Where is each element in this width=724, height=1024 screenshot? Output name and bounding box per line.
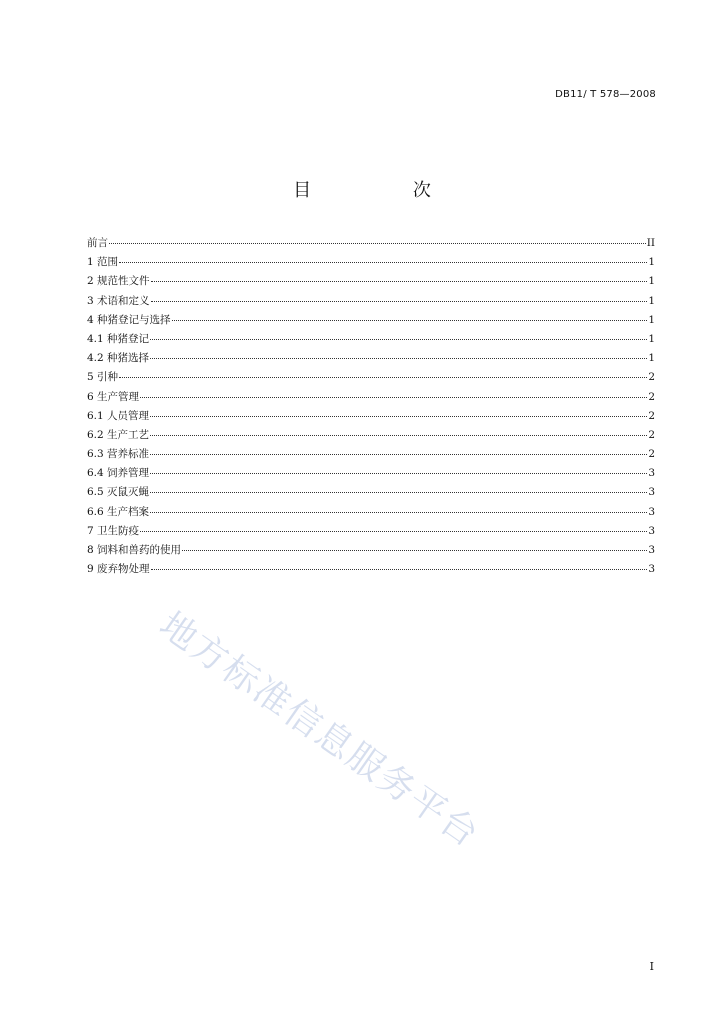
toc-leader-dots xyxy=(140,397,647,398)
toc-entry[interactable] xyxy=(87,523,655,542)
toc-leader-dots xyxy=(150,416,647,417)
toc-entry-label: 7 卫生防疫 xyxy=(87,524,140,537)
toc-leader-dots xyxy=(119,377,647,378)
toc-entry-page: II xyxy=(646,237,655,249)
toc-leader-dots xyxy=(150,435,647,436)
toc-entry-label: 6 生产管理 xyxy=(87,390,140,403)
document-code: DB11/ T 578—2008 xyxy=(555,89,656,100)
toc-entry[interactable] xyxy=(87,369,655,388)
toc-entry-label: 5 引种 xyxy=(87,371,119,384)
toc-entry-page: 3 xyxy=(648,563,655,576)
toc-leader-dots xyxy=(151,301,648,302)
page-title: 目 次 xyxy=(293,180,479,201)
toc-leader-dots xyxy=(119,262,647,263)
toc-entry-page: 1 xyxy=(648,332,655,345)
toc-leader-dots xyxy=(182,550,647,551)
toc-leader-dots xyxy=(172,320,648,321)
toc-entry-page: 1 xyxy=(648,352,655,365)
toc-leader-dots xyxy=(150,492,647,493)
toc-entry[interactable] xyxy=(87,235,655,254)
toc-entry[interactable] xyxy=(87,561,655,580)
toc-entry-label: 4.1 种猪登记 xyxy=(87,332,150,345)
toc-leader-dots xyxy=(109,243,646,244)
toc-leader-dots xyxy=(150,358,647,359)
toc-entry[interactable] xyxy=(87,254,655,273)
toc-entry-label: 前言 xyxy=(87,237,108,249)
toc-entry-page: 2 xyxy=(648,409,655,422)
toc-entry-label: 2 规范性文件 xyxy=(87,275,150,288)
toc-entry-label: 4 种猪登记与选择 xyxy=(87,313,171,326)
toc-entry-label: 6.3 营养标准 xyxy=(87,448,150,461)
toc-leader-dots xyxy=(150,454,647,455)
toc-entry-label: 3 术语和定义 xyxy=(87,294,150,307)
toc-leader-dots xyxy=(151,281,648,282)
toc-leader-dots xyxy=(150,512,647,513)
toc-entry-page: 1 xyxy=(648,275,655,288)
toc-entry-label: 4.2 种猪选择 xyxy=(87,352,150,365)
toc-entry[interactable] xyxy=(87,542,655,561)
toc-entry[interactable] xyxy=(87,504,655,523)
toc-entry-page: 1 xyxy=(648,256,655,269)
toc-leader-dots xyxy=(150,473,647,474)
toc-entry-page: 2 xyxy=(648,390,655,403)
toc-leader-dots xyxy=(140,531,647,532)
toc-entry-label: 6.2 生产工艺 xyxy=(87,428,150,441)
toc-entry-label: 6.5 灭鼠灭蝇 xyxy=(87,486,150,499)
toc-entry-page: 1 xyxy=(648,294,655,307)
toc-entry-label: 8 饲料和兽药的使用 xyxy=(87,544,182,556)
toc-entry-label: 6.4 饲养管理 xyxy=(87,467,150,480)
toc-entry-page: 3 xyxy=(648,544,655,556)
toc-leader-dots xyxy=(150,339,647,340)
toc-entry[interactable] xyxy=(87,389,655,408)
toc-entry[interactable] xyxy=(87,427,655,446)
toc-entry[interactable] xyxy=(87,331,655,350)
table-of-contents xyxy=(87,235,655,580)
toc-entry[interactable] xyxy=(87,293,655,312)
toc-entry[interactable] xyxy=(87,446,655,465)
toc-entry[interactable] xyxy=(87,312,655,331)
toc-entry-page: 2 xyxy=(648,448,655,461)
page-number: I xyxy=(649,960,654,973)
toc-entry[interactable] xyxy=(87,465,655,484)
toc-entry-page: 2 xyxy=(648,371,655,384)
toc-entry-page: 1 xyxy=(648,313,655,326)
toc-entry-page: 3 xyxy=(648,486,655,499)
toc-entry-page: 3 xyxy=(648,505,655,518)
toc-entry-label: 6.6 生产档案 xyxy=(87,505,150,518)
toc-entry[interactable] xyxy=(87,484,655,503)
toc-entry-page: 3 xyxy=(648,524,655,537)
toc-entry[interactable] xyxy=(87,408,655,427)
toc-entry-label: 1 范围 xyxy=(87,256,119,269)
toc-entry[interactable] xyxy=(87,273,655,292)
toc-leader-dots xyxy=(151,569,648,570)
toc-entry-label: 6.1 人员管理 xyxy=(87,409,150,422)
toc-entry-page: 3 xyxy=(648,467,655,480)
toc-entry[interactable] xyxy=(87,350,655,369)
toc-entry-page: 2 xyxy=(648,428,655,441)
toc-entry-label: 9 废弃物处理 xyxy=(87,563,150,576)
watermark-text: 地方标准信息服务平台 xyxy=(151,604,487,857)
